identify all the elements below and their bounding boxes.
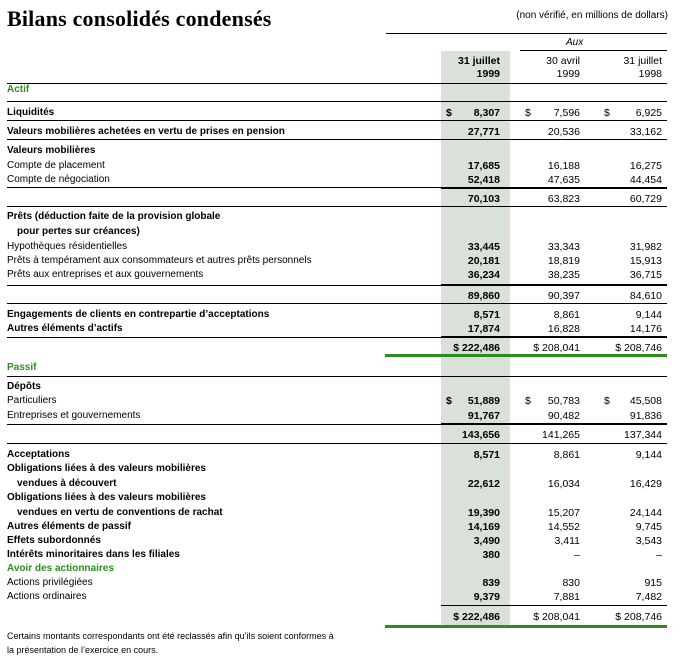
dollar-sign: $ [525, 395, 531, 407]
row-label: Effets subordonnés [7, 535, 101, 546]
row-value-col1: 19,390 [467, 507, 500, 519]
footnote: Certains montants correspondants ont été reclassés afin qu’ils soient conformes à la présentation de l’exercice en cours. [7, 631, 334, 655]
row-value-col3: 6,925 [635, 107, 662, 119]
row-value-col3: 14,176 [629, 323, 662, 335]
row-value-col1: 9,379 [473, 591, 500, 603]
row-value-col1: 8,571 [473, 449, 500, 461]
row-value-col1: 8,571 [473, 309, 500, 321]
row-value-col1: $ 222,486 [453, 342, 500, 354]
dollar-sign: $ [604, 107, 610, 119]
row-label: Acceptations [7, 449, 70, 460]
row-value-col1: 143,656 [462, 429, 500, 441]
row-value-col2: 50,783 [547, 395, 580, 407]
row-value-col3: 36,715 [629, 269, 662, 281]
row-value-col2: 38,235 [547, 269, 580, 281]
row-value-col2: $ 208,041 [533, 611, 580, 623]
row-label: pour pertes sur créances) [17, 226, 140, 237]
row-value-col1: 20,181 [467, 255, 500, 267]
row-value-col3: – [656, 549, 662, 561]
subtotal-rule [441, 423, 667, 424]
row-divider [7, 376, 667, 377]
row-divider [7, 101, 667, 102]
row-value-col2: 20,536 [547, 126, 580, 138]
row-label: Dépôts [7, 381, 41, 392]
row-value-col2: 33,343 [547, 241, 580, 253]
row-value-col1: 380 [482, 549, 500, 561]
row-value-col3: 91,836 [629, 410, 662, 422]
row-divider [7, 424, 667, 425]
subtotal-rule [441, 336, 667, 337]
row-label: Prêts aux entreprises et aux gouvernements [7, 269, 204, 280]
row-value-col3: 84,610 [629, 290, 662, 302]
total-underline [385, 354, 667, 357]
row-label: Liquidités [7, 107, 55, 118]
row-value-col3: 60,729 [629, 193, 662, 205]
subtotal-rule [441, 605, 667, 606]
row-value-col1: 52,418 [467, 174, 500, 186]
row-value-col2: 830 [562, 577, 580, 589]
column-header-apr-1999: 30 avril 1999 [546, 55, 580, 80]
row-value-col2: 14,552 [547, 521, 580, 533]
row-value-col1: 17,874 [467, 323, 500, 335]
row-label: vendues en vertu de conventions de rachat [17, 507, 223, 518]
row-value-col2: 16,828 [547, 323, 580, 335]
header-rule [386, 33, 667, 34]
row-divider [7, 443, 667, 444]
row-value-col1: 17,685 [467, 160, 500, 172]
page-title: Bilans consolidés condensés [7, 6, 272, 31]
row-value-col3: 137,344 [624, 429, 662, 441]
row-divider [7, 285, 667, 286]
row-value-col1: 22,612 [467, 478, 500, 490]
row-value-col3: 16,275 [629, 160, 662, 172]
row-label: Actif [7, 84, 30, 95]
row-value-col1: 27,771 [467, 126, 500, 138]
row-label: Obligations liées à des valeurs mobilières [7, 463, 206, 474]
row-label: vendues à découvert [17, 478, 117, 489]
row-value-col1: 3,490 [473, 535, 500, 547]
row-value-col1: 91,767 [467, 410, 500, 422]
row-value-col3: 24,144 [629, 507, 662, 519]
row-value-col3: $ 208,746 [615, 342, 662, 354]
row-value-col2: 141,265 [542, 429, 580, 441]
row-value-col3: 33,162 [629, 126, 662, 138]
row-value-col2: 3,411 [554, 535, 580, 547]
row-value-col3: 16,429 [629, 478, 662, 490]
row-value-col2: 8,861 [553, 309, 580, 321]
row-value-col2: 8,861 [553, 449, 580, 461]
dollar-sign: $ [604, 395, 610, 407]
row-value-col1: 51,889 [467, 395, 500, 407]
row-value-col1: $ 222,486 [453, 611, 500, 623]
row-divider [7, 83, 667, 84]
row-value-col2: 63,823 [547, 193, 580, 205]
row-value-col2: 90,397 [547, 290, 580, 302]
row-value-col2: – [574, 549, 580, 561]
row-value-col2: 16,034 [547, 478, 580, 490]
row-value-col1: 14,169 [467, 521, 500, 533]
row-value-col2: $ 208,041 [533, 342, 580, 354]
row-label: Actions privilégiées [7, 577, 93, 588]
row-label: Actions ordinaires [7, 591, 87, 602]
row-value-col3: 7,482 [635, 591, 662, 603]
row-value-col3: 9,144 [635, 309, 662, 321]
row-value-col1: 839 [482, 577, 500, 589]
row-label: Passif [7, 362, 37, 373]
row-value-col1: 36,234 [467, 269, 500, 281]
row-value-col2: 7,596 [553, 107, 580, 119]
dollar-sign: $ [525, 107, 531, 119]
row-value-col3: 3,543 [635, 535, 662, 547]
row-value-col2: 15,207 [547, 507, 580, 519]
date-group-label: Aux [566, 37, 584, 48]
row-label: Intérêts minoritaires dans les filiales [7, 549, 180, 560]
row-label: Valeurs mobilières achetées en vertu de prises en pension [7, 126, 285, 137]
row-value-col1: 89,860 [467, 290, 500, 302]
row-value-col3: 44,454 [629, 174, 662, 186]
column-header-jul-1998: 31 juillet 1998 [623, 55, 662, 80]
dollar-sign: $ [446, 107, 452, 119]
row-value-col3: 15,913 [629, 255, 662, 267]
row-divider [7, 206, 667, 207]
row-divider [7, 303, 667, 304]
row-label: Engagements de clients en contrepartie d’acceptations [7, 309, 270, 320]
row-divider [7, 120, 667, 121]
subtotal-rule [441, 188, 667, 189]
row-value-col1: 8,307 [473, 107, 500, 119]
row-value-col3: $ 208,746 [615, 611, 662, 623]
row-label: Entreprises et gouvernements [7, 410, 141, 421]
row-value-col3: 915 [644, 577, 662, 589]
aux-rule [520, 50, 667, 51]
row-value-col1: 33,445 [467, 241, 500, 253]
row-value-col3: 9,745 [635, 521, 662, 533]
row-label: Prêts à tempérament aux consommateurs et autres prêts personnels [7, 255, 312, 266]
row-label: Prêts (déduction faite de la provision globale [7, 211, 221, 222]
column-header-jul-1999: 31 juillet 1999 [457, 55, 500, 80]
row-value-col1: 70,103 [467, 193, 500, 205]
row-value-col3: 45,508 [629, 395, 662, 407]
row-label: Particuliers [7, 395, 57, 406]
row-value-col2: 47,635 [547, 174, 580, 186]
row-value-col3: 9,144 [635, 449, 662, 461]
row-label: Autres éléments d’actifs [7, 323, 123, 334]
dollar-sign: $ [446, 395, 452, 407]
row-divider [7, 139, 667, 140]
row-divider [7, 337, 667, 338]
row-value-col3: 31,982 [629, 241, 662, 253]
row-label: Compte de placement [7, 160, 105, 171]
row-label: Obligations liées à des valeurs mobilières [7, 492, 206, 503]
row-value-col2: 16,188 [547, 160, 580, 172]
row-label: Compte de négociation [7, 174, 110, 185]
row-label: Hypothèques résidentielles [7, 241, 128, 252]
total-underline [385, 625, 667, 628]
row-value-col2: 90,482 [547, 410, 580, 422]
subtotal-rule [441, 284, 667, 285]
row-value-col2: 7,881 [553, 591, 580, 603]
row-label: Valeurs mobilières [7, 145, 96, 156]
units-note: (non vérifié, en millions de dollars) [516, 10, 668, 21]
row-label: Autres éléments de passif [7, 521, 131, 532]
row-value-col2: 18,819 [547, 255, 580, 267]
row-label: Avoir des actionnaires [7, 563, 114, 574]
